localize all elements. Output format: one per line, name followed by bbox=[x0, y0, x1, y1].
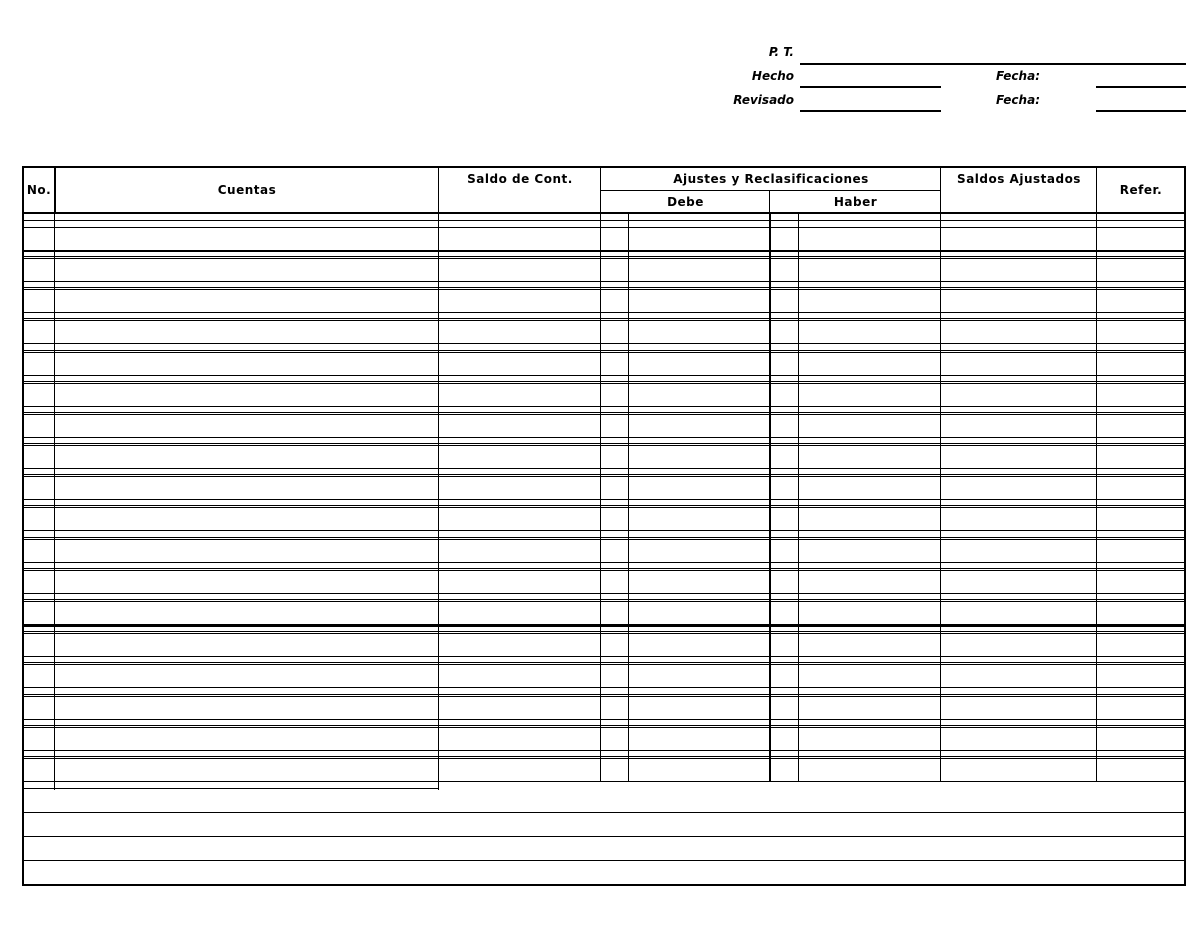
row-line-bottom bbox=[22, 437, 1186, 438]
row-line-top bbox=[22, 727, 1186, 728]
notes-line bbox=[22, 836, 1186, 837]
hecho-label: Hecho bbox=[751, 69, 794, 83]
revisado-label: Revisado bbox=[733, 93, 794, 107]
row-line bbox=[22, 662, 1186, 663]
row-line bbox=[22, 537, 1186, 538]
row-line-bottom bbox=[22, 468, 1186, 469]
row-line-top bbox=[22, 601, 1186, 602]
table-right-border bbox=[1184, 166, 1186, 886]
header-cuentas: Cuentas bbox=[217, 183, 277, 197]
col-sep-saldo bbox=[600, 214, 601, 782]
header-saldo-cont: Saldo de Cont. bbox=[467, 172, 573, 186]
row-line-top bbox=[22, 758, 1186, 759]
col-sep-no bbox=[54, 214, 55, 790]
notes-line bbox=[22, 812, 1186, 813]
col-sep-debe bbox=[769, 214, 771, 782]
row-line-top bbox=[22, 664, 1186, 665]
header-sep-saldos bbox=[1096, 166, 1097, 214]
header-sep-debe-haber bbox=[769, 190, 770, 214]
row-line-top bbox=[22, 696, 1186, 697]
row-line-bottom bbox=[22, 375, 1186, 376]
col-sep-saldos bbox=[1096, 214, 1097, 782]
row-line bbox=[22, 256, 1186, 257]
notes-line bbox=[22, 860, 1186, 861]
row-line-bottom bbox=[22, 530, 1186, 531]
row-line-bottom bbox=[22, 687, 1186, 688]
row-line bbox=[22, 694, 1186, 695]
row-line bbox=[22, 318, 1186, 319]
header-sep-saldo bbox=[600, 166, 601, 214]
row-line bbox=[22, 599, 1186, 600]
row-line bbox=[22, 412, 1186, 413]
row-line-top bbox=[22, 414, 1186, 415]
row-line bbox=[22, 568, 1186, 569]
header-haber: Haber bbox=[833, 195, 878, 209]
row-line-bottom bbox=[22, 656, 1186, 657]
row-line-bottom bbox=[22, 499, 1186, 500]
header-sep-ajustes bbox=[940, 166, 941, 214]
row-line-bottom bbox=[22, 593, 1186, 594]
fecha-label-2: Fecha: bbox=[996, 93, 1040, 107]
row-line bbox=[22, 631, 1186, 632]
row-line-bottom bbox=[22, 750, 1186, 751]
row-line bbox=[22, 474, 1186, 475]
row-line-top bbox=[22, 289, 1186, 290]
row-line bbox=[22, 350, 1186, 351]
row-line-top bbox=[22, 352, 1186, 353]
table-left-border bbox=[22, 166, 24, 886]
row-line-top bbox=[22, 258, 1186, 259]
row-line-bottom bbox=[22, 719, 1186, 720]
header-refer: Refer. bbox=[1119, 183, 1163, 197]
pt-label: P. T. bbox=[768, 45, 794, 59]
row-line-top bbox=[22, 227, 1186, 228]
col-sep-cuentas bbox=[438, 214, 439, 790]
table-top-border bbox=[22, 166, 1186, 168]
header-debe: Debe bbox=[667, 195, 704, 209]
row-line bbox=[22, 725, 1186, 726]
row-line bbox=[22, 443, 1186, 444]
col-sep-haber bbox=[940, 214, 941, 782]
ajustes-divider bbox=[600, 190, 940, 191]
row-line-bottom bbox=[22, 781, 1186, 782]
row-separator-thick bbox=[22, 250, 1186, 252]
row-line-top bbox=[22, 507, 1186, 508]
row-line-top bbox=[22, 320, 1186, 321]
row-line-bottom bbox=[22, 281, 1186, 282]
header-no: No. bbox=[26, 183, 52, 197]
row-line bbox=[22, 220, 1186, 221]
row-line-top bbox=[22, 445, 1186, 446]
header-bottom-border bbox=[22, 212, 1186, 214]
header-sep-cuentas bbox=[438, 166, 439, 214]
row-line bbox=[22, 788, 438, 789]
col-sep-haber-mark bbox=[798, 214, 799, 782]
row-line-bottom bbox=[22, 312, 1186, 313]
row-line-top bbox=[22, 570, 1186, 571]
row-line-top bbox=[22, 633, 1186, 634]
header-ajustes: Ajustes y Reclasificaciones bbox=[673, 172, 869, 186]
row-line-top bbox=[22, 476, 1186, 477]
row-line-bottom bbox=[22, 406, 1186, 407]
row-line bbox=[22, 287, 1186, 288]
col-sep-debe-mark bbox=[628, 214, 629, 782]
row-line-bottom bbox=[22, 343, 1186, 344]
table-bottom-border bbox=[22, 884, 1186, 886]
row-line bbox=[22, 756, 1186, 757]
row-line bbox=[22, 381, 1186, 382]
fecha-label-1: Fecha: bbox=[996, 69, 1040, 83]
row-line-bottom bbox=[22, 562, 1186, 563]
header-saldos-ajustados: Saldos Ajustados bbox=[957, 172, 1081, 186]
row-line-top bbox=[22, 539, 1186, 540]
row-line-top bbox=[22, 383, 1186, 384]
row-line bbox=[22, 505, 1186, 506]
row-separator-thick bbox=[22, 625, 1186, 627]
